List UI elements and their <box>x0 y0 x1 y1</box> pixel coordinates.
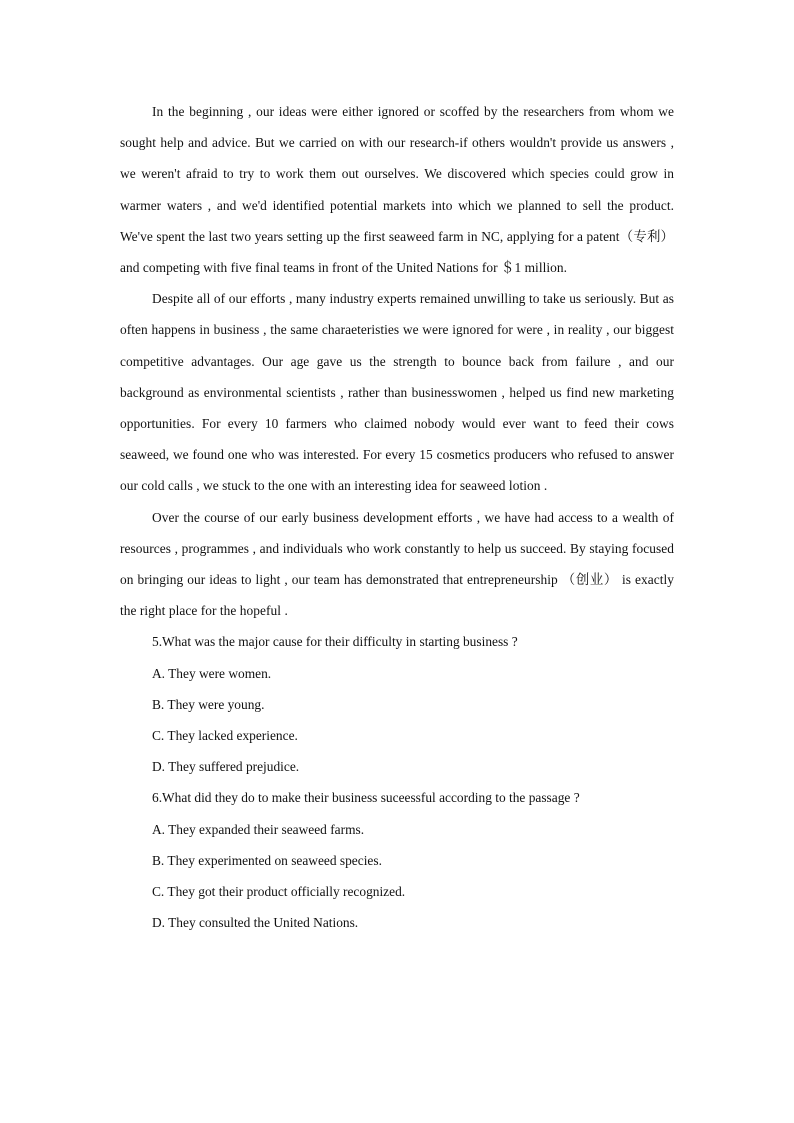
question-5 <box>120 626 674 782</box>
question-option: A. They expanded their seaweed farms. <box>152 821 365 837</box>
question-option: B. They were young. <box>152 696 265 712</box>
document-page <box>120 96 674 938</box>
passage-paragraph-1: In the beginning , our ideas were either ignored or scoffed by the researchers from whom we sought help and advice. But we carried on with our research-if others wouldn't provide us answers , we weren't afraid to try to work them out ourselves. We discovered which species could grow in warmer waters , and we'd identified potential markets into which we planned to sell the product. We've spent the last two years setting up the first seaweed farm in NC, applying for a patent（专利）and competing with five final teams in front of the United Nations for ＄1 million. <box>120 104 674 276</box>
question-stem: 6.What did they do to make their business suceessful according to the passage ? <box>152 790 580 806</box>
question-option: C. They lacked experience. <box>152 728 298 744</box>
passage-paragraph-2: Despite all of our efforts , many industry experts remained unwilling to take us seriously. But as often happens in business , the same charaeteristies we were ignored for were , in reality , our biggest competitive advantages. Our age gave us the strength to bounce back from failure , and our background as environmental scientists , rather than businesswomen , helped us find new marketing opportunities. For every 10 farmers who claimed nobody would ever want to feed their cows seaweed, we found one who was interested. For every 15 cosmetics producers who refused to answer our cold calls , we stuck to the one with an interesting idea for seaweed lotion . <box>120 291 674 494</box>
question-option: B. They experimented on seaweed species. <box>152 852 382 868</box>
question-6 <box>120 782 674 938</box>
question-stem: 5.What was the major cause for their difficulty in starting business ? <box>152 634 518 650</box>
question-option: D. They suffered prejudice. <box>152 759 300 775</box>
question-option: D. They consulted the United Nations. <box>152 915 359 931</box>
passage-paragraph-3: Over the course of our early business development efforts , we have had access to a wealth of resources , programmes , and individuals who work constantly to help us succeed. By staying focused on bringing our ideas to light , our team has demonstrated that entrepreneurship （创业） is exactly the right place for the hopeful . <box>120 509 674 619</box>
question-option: A. They were women. <box>152 665 272 681</box>
question-option: C. They got their product officially recognized. <box>152 884 406 900</box>
